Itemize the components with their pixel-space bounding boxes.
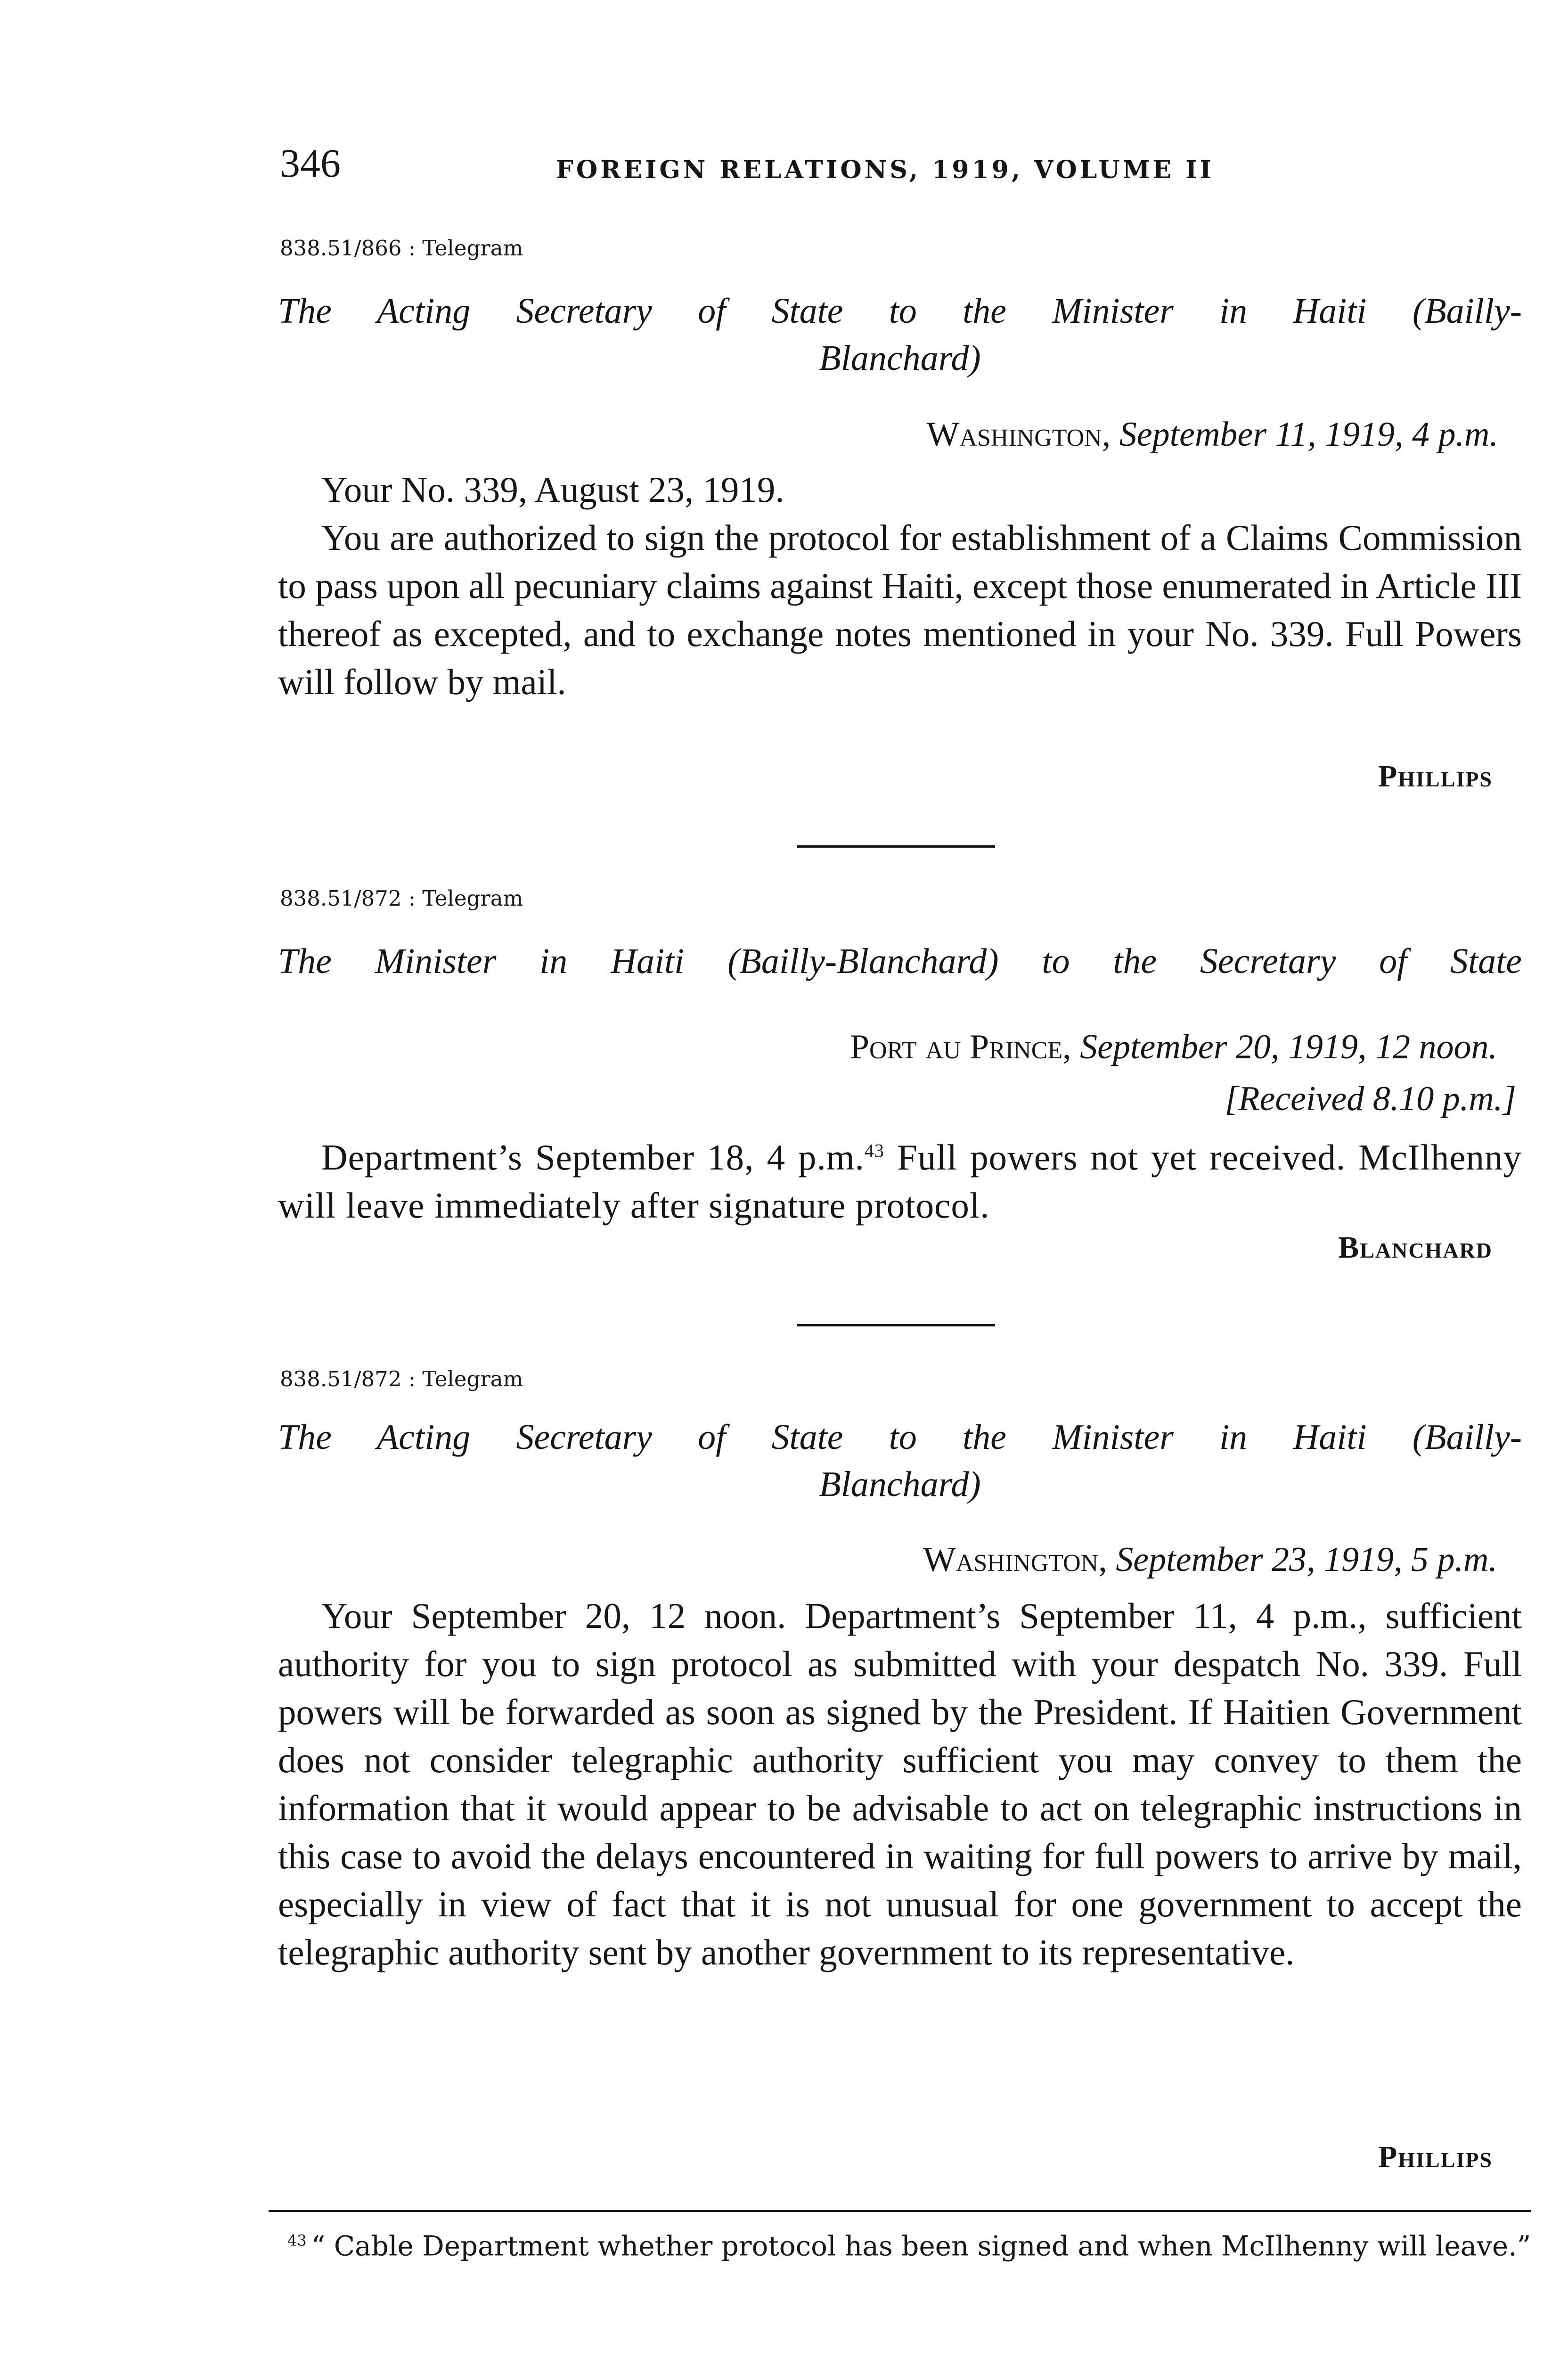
section-separator [797, 845, 995, 848]
dateline-place: Washington, [926, 415, 1111, 454]
body-text-segment: Department’s September 18, 4 p.m. [321, 1137, 865, 1178]
dateline-date: September 11, 1919, 4 p.m. [1119, 415, 1498, 454]
document-heading [278, 938, 1522, 985]
heading-line: The Acting Secretary of State to the Minister in Haiti (Bailly- [278, 1417, 1522, 1457]
dateline-date: September 23, 1919, 5 p.m. [1116, 1540, 1497, 1579]
dateline-date: September 20, 1919, 12 noon. [1080, 1028, 1497, 1066]
footnote-number: 43 [287, 2232, 307, 2250]
footnote-text: “ Cable Department whether protocol has been signed and when McIlhenny will leave.” [311, 2230, 1531, 2262]
signature: Phillips [1378, 759, 1493, 794]
footnote-rule [269, 2210, 1531, 2212]
heading-line: The Acting Secretary of State to the Minister in Haiti (Bailly- [278, 291, 1522, 331]
body-text-segment: Full powers not yet received. McIlhenny will leave immediately after signature protocol. [278, 1137, 1522, 1226]
section-separator [797, 1324, 995, 1326]
file-reference: 838.51/866 : Telegram [280, 236, 523, 261]
body-paragraph: You are authorized to sign the protocol for establishment of a Claims Commission to pass upon all pecuniary claims against Haiti, except those enumerated in Article III thereof as excepted, and to exchange notes mentioned in your No. 339. Full Powers will follow by mail. [278, 517, 1522, 702]
dateline-place: Port au Prince, [849, 1028, 1071, 1066]
body-paragraph: Your September 20, 12 noon. Department’s September 11, 4 p.m., sufficient authority for you to sign protocol as submitted with your despatch No. 339. Full powers will be forwarded as soon as signed by the President. If Haitien Government does not consider telegraphic authority sufficient you may convey to them the information that it would appear to be advisable to act on telegraphic instructions in this case to avoid the delays encountered in waiting for full powers to arrive by mail, especially in view of fact that it is not unusual for one government to accept the telegraphic authority sent by another government to its representative. [278, 1595, 1522, 1972]
signature: Blanchard [1338, 1230, 1493, 1265]
telegram-body [278, 1133, 1522, 1229]
page-number: 346 [280, 140, 341, 186]
file-reference: 838.51/872 : Telegram [280, 1366, 523, 1391]
document-heading [278, 1414, 1522, 1508]
signature: Phillips [1378, 2140, 1493, 2174]
heading-line: Blanchard) [819, 1464, 981, 1504]
document-heading [278, 287, 1522, 382]
telegram-body [278, 466, 1522, 706]
telegram-body [278, 1592, 1522, 1976]
dateline [850, 1027, 1497, 1067]
dateline [923, 1540, 1497, 1580]
running-title: FOREIGN RELATIONS, 1919, VOLUME II [556, 155, 1214, 184]
footnote [269, 2224, 1531, 2262]
body-paragraph: Your No. 339, August 23, 1919. [321, 469, 784, 510]
file-reference: 838.51/872 : Telegram [280, 886, 523, 911]
heading-line: Blanchard) [819, 338, 981, 378]
dateline [926, 415, 1498, 455]
footnote-reference: 43 [864, 1140, 884, 1162]
received-note: [Received 8.10 p.m.] [1225, 1080, 1516, 1118]
dateline-place: Washington, [923, 1540, 1107, 1579]
body-paragraph [278, 1133, 1522, 1229]
heading-line: The Minister in Haiti (Bailly-Blanchard) to the Secretary of State [278, 941, 1522, 981]
